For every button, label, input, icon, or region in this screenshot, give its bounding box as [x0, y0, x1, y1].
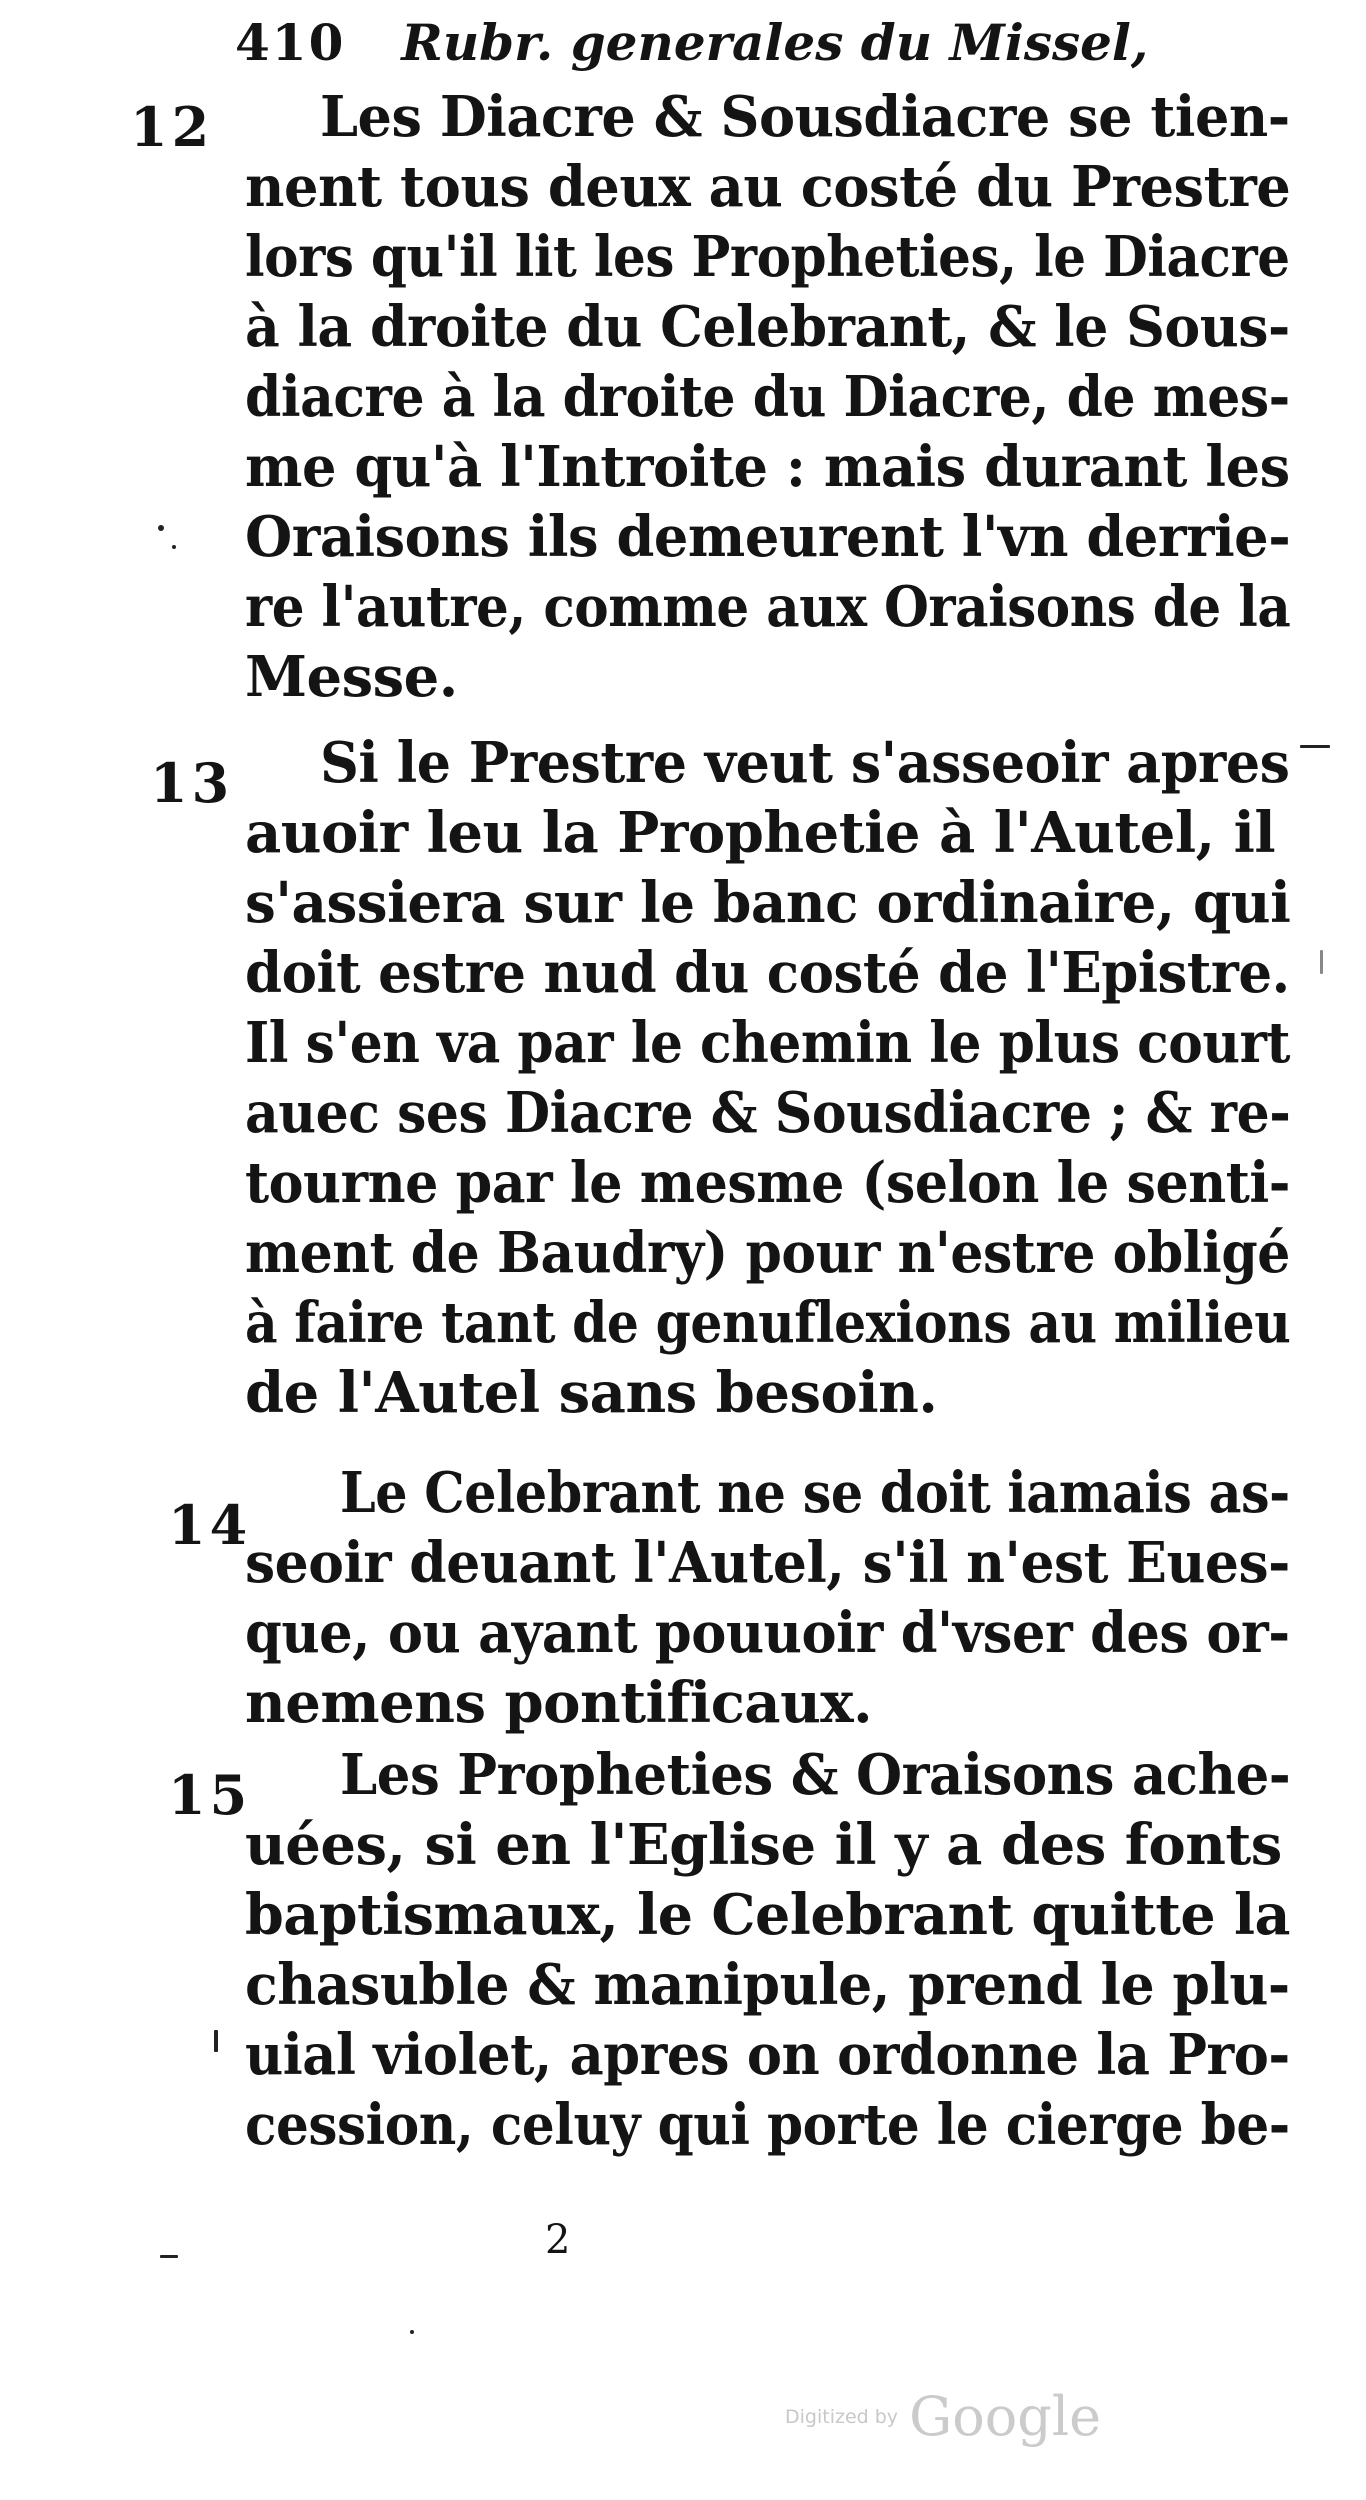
text-line: Les Diacre & Sousdiacre se tien- [320, 84, 1290, 150]
text-line: de l'Autel sans besoin. [245, 1360, 938, 1426]
text-line: ment de Baudry) pour n'estre obligé [245, 1220, 1290, 1286]
text-line: baptismaux, le Celebrant quitte la [245, 1882, 1290, 1948]
paragraph-number: 12 [130, 95, 214, 159]
text-line: auec ses Diacre & Sousdiacre ; & re- [245, 1080, 1291, 1146]
paragraph-number: 14 [168, 1493, 252, 1557]
text-line: lors qu'il lit les Propheties, le Diacre [245, 224, 1290, 290]
scan-mark [1320, 950, 1323, 974]
text-line: s'assiera sur le banc ordinaire, qui [245, 870, 1291, 936]
text-line: Messe. [245, 644, 458, 710]
paragraph-number: 15 [168, 1763, 252, 1827]
text-line: à la droite du Celebrant, & le Sous- [245, 294, 1290, 360]
text-line: auoir leu la Prophetie à l'Autel, il [245, 800, 1276, 866]
scan-speck [172, 545, 176, 549]
text-line: re l'autre, comme aux Oraisons de la [245, 574, 1291, 640]
text-line: cession, celuy qui porte le cierge be- [245, 2092, 1290, 2158]
text-line: diacre à la droite du Diacre, de mes- [245, 364, 1290, 430]
paragraph-number: 13 [150, 751, 234, 815]
text-line: tourne par le mesme (selon le senti- [245, 1150, 1291, 1216]
watermark-prefix: Digitized by [785, 2405, 899, 2428]
catchword: 2 [545, 2217, 571, 2263]
google-logo: Google [909, 2385, 1102, 2448]
text-line: me qu'à l'Introite : mais durant les [245, 434, 1290, 500]
text-line: à faire tant de genuflexions au milieu [245, 1290, 1291, 1356]
page-number: 410 [235, 13, 346, 72]
digitized-watermark [785, 2385, 1101, 2465]
running-head [235, 8, 1235, 78]
text-line: nent tous deux au costé du Prestre [245, 154, 1291, 220]
scan-mark [1300, 745, 1330, 748]
text-line: seoir deuant l'Autel, s'il n'est Eues- [245, 1530, 1290, 1596]
text-line: Il s'en va par le chemin le plus court [245, 1010, 1290, 1076]
scan-speck [158, 525, 164, 531]
text-line: Si le Prestre veut s'asseoir apres [320, 730, 1290, 796]
scan-mark [214, 2030, 218, 2052]
text-line: Les Propheties & Oraisons ache- [340, 1742, 1291, 1808]
running-title: Rubr. generales du Missel, [401, 13, 1149, 72]
text-line: uées, si en l'Eglise il y a des fonts [245, 1812, 1282, 1878]
text-line: nemens pontificaux. [245, 1670, 873, 1736]
text-line: Oraisons ils demeurent l'vn derrie- [245, 504, 1291, 570]
scan-mark [160, 2255, 178, 2258]
scan-speck [410, 2330, 414, 2334]
text-line: uial violet, apres on ordonne la Pro- [245, 2022, 1290, 2088]
text-line: Le Celebrant ne se doit iamais as- [340, 1460, 1290, 1526]
text-line: que, ou ayant pouuoir d'vser des or- [245, 1600, 1290, 1666]
text-line: chasuble & manipule, prend le plu- [245, 1952, 1290, 2018]
text-line: doit estre nud du costé de l'Epistre. [245, 940, 1290, 1006]
